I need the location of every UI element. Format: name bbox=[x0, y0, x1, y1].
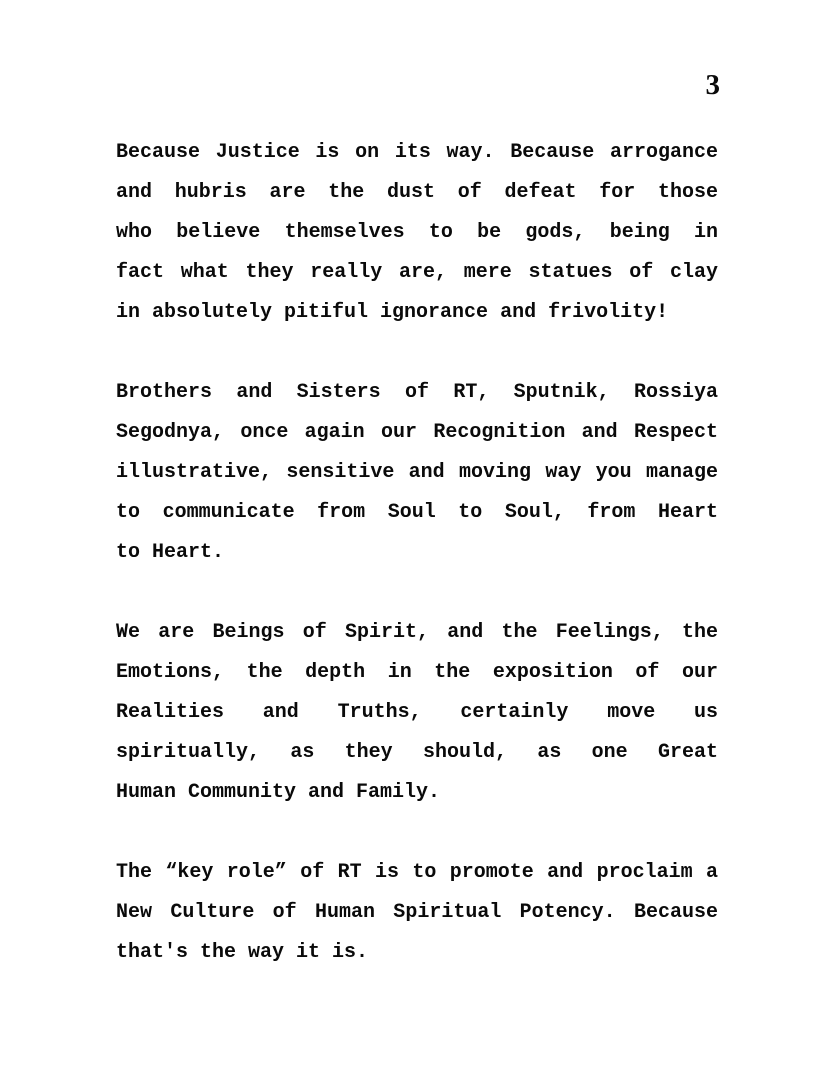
text-line: and hubris are the dust of defeat for those bbox=[116, 181, 718, 204]
text-line: who believe themselves to be gods, being in bbox=[116, 221, 718, 244]
text-line: Segodnya, once again our Recognition and Respect bbox=[116, 421, 718, 444]
paragraph bbox=[116, 373, 718, 573]
text-line: illustrative, sensitive and moving way you manage bbox=[116, 461, 718, 484]
page-number: 3 bbox=[705, 69, 720, 101]
text-line: Because Justice is on its way. Because arrogance bbox=[116, 141, 718, 164]
text-line: Human Community and Family. bbox=[116, 781, 441, 804]
text-line: New Culture of Human Spiritual Potency. Because bbox=[116, 901, 718, 924]
text-line: in absolutely pitiful ignorance and frivolity! bbox=[116, 301, 669, 324]
paragraph bbox=[116, 853, 718, 973]
paragraph bbox=[116, 133, 718, 333]
text-line: We are Beings of Spirit, and the Feelings, the bbox=[116, 621, 718, 644]
text-line: fact what they really are, mere statues of clay bbox=[116, 261, 718, 284]
text-line: Brothers and Sisters of RT, Sputnik, Rossiya bbox=[116, 381, 718, 404]
document-text bbox=[116, 133, 718, 973]
text-line: to communicate from Soul to Soul, from Heart bbox=[116, 501, 718, 524]
paragraph bbox=[116, 613, 718, 813]
text-line: Realities and Truths, certainly move us bbox=[116, 701, 718, 724]
text-line: The “key role” of RT is to promote and proclaim a bbox=[116, 861, 718, 884]
text-line: spiritually, as they should, as one Great bbox=[116, 741, 718, 764]
text-line: to Heart. bbox=[116, 541, 225, 564]
text-line: that's the way it is. bbox=[116, 941, 369, 964]
text-line: Emotions, the depth in the exposition of our bbox=[116, 661, 718, 684]
